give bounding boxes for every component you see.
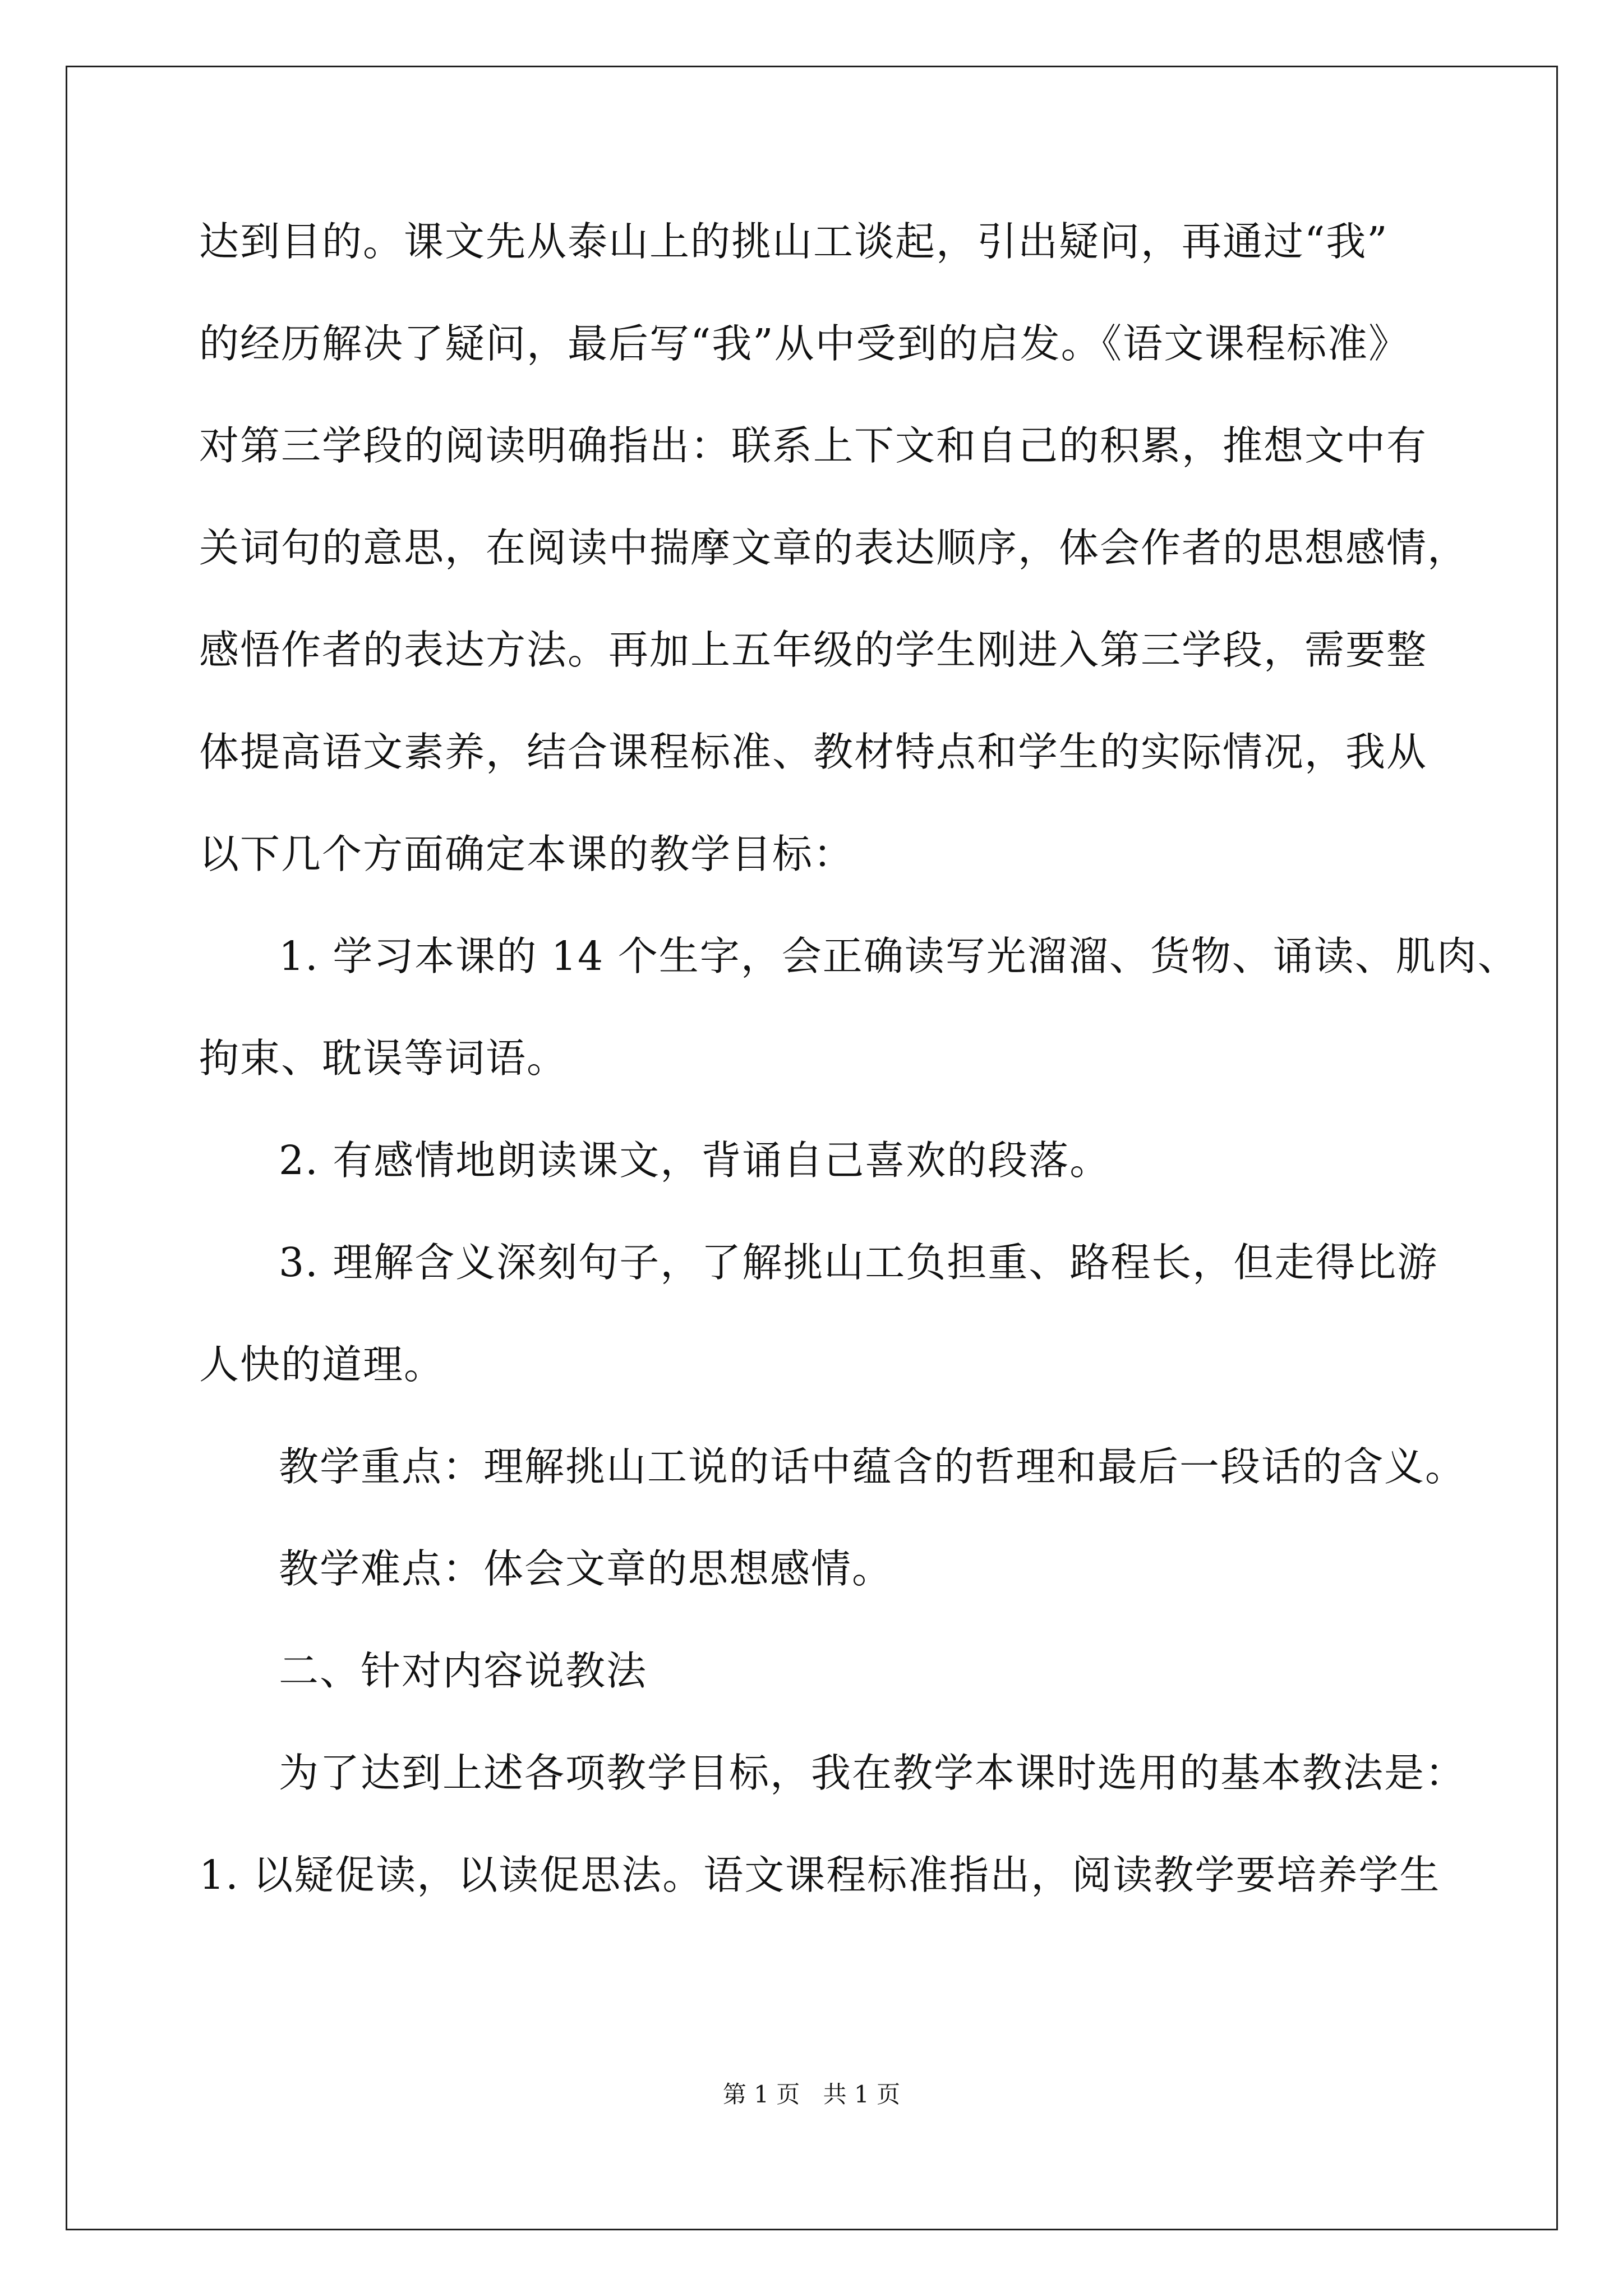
text-line: 教学难点：体会文章的思想感情。 — [279, 1545, 893, 1592]
text-line: 体提高语文素养，结合课程标准、教材特点和学生的实际情况，我从 — [199, 729, 1428, 775]
text-line: 人快的道理。 — [199, 1341, 445, 1388]
page-footer — [0, 2079, 1623, 2110]
text-line: 以下几个方面确定本课的教学目标： — [199, 831, 855, 877]
section-heading: 二、针对内容说教法 — [279, 1648, 648, 1694]
text-line: 感悟作者的表达方法。再加上五年级的学生刚进入第三学段，需要整 — [199, 627, 1428, 673]
text-line: 1. 学习本课的 14 个生字，会正确读写光溜溜、货物、诵读、肌肉、 — [279, 933, 1519, 979]
text-line: 的经历解决了疑问，最后写“我”从中受到的启发。《语文课程标准》 — [199, 320, 1410, 367]
text-line: 3. 理解含义深刻句子，了解挑山工负担重、路程长，但走得比游 — [279, 1239, 1438, 1286]
text-line: 拘束、耽误等词语。 — [199, 1035, 568, 1082]
text-line: 关词句的意思，在阅读中揣摩文章的表达顺序，体会作者的思想感情， — [199, 524, 1469, 571]
text-line: 2. 有感情地朗读课文，背诵自己喜欢的段落。 — [279, 1137, 1111, 1184]
text-line: 对第三学段的阅读明确指出：联系上下文和自己的积累，推想文中有 — [199, 422, 1428, 469]
text-line: 1. 以疑促读，以读促思法。语文课程标准指出，阅读教学要培养学生 — [199, 1852, 1441, 1898]
text-line: 达到目的。课文先从泰山上的挑山工谈起，引出疑问，再通过“我” — [199, 218, 1389, 265]
text-line: 为了达到上述各项教学目标，我在教学本课时选用的基本教法是： — [279, 1750, 1467, 1796]
page-total: 共 1 页 — [823, 2081, 901, 2108]
page-number: 第 1 页 — [722, 2081, 800, 2108]
text-line: 教学重点：理解挑山工说的话中蕴含的哲理和最后一段话的含义。 — [279, 1443, 1467, 1490]
